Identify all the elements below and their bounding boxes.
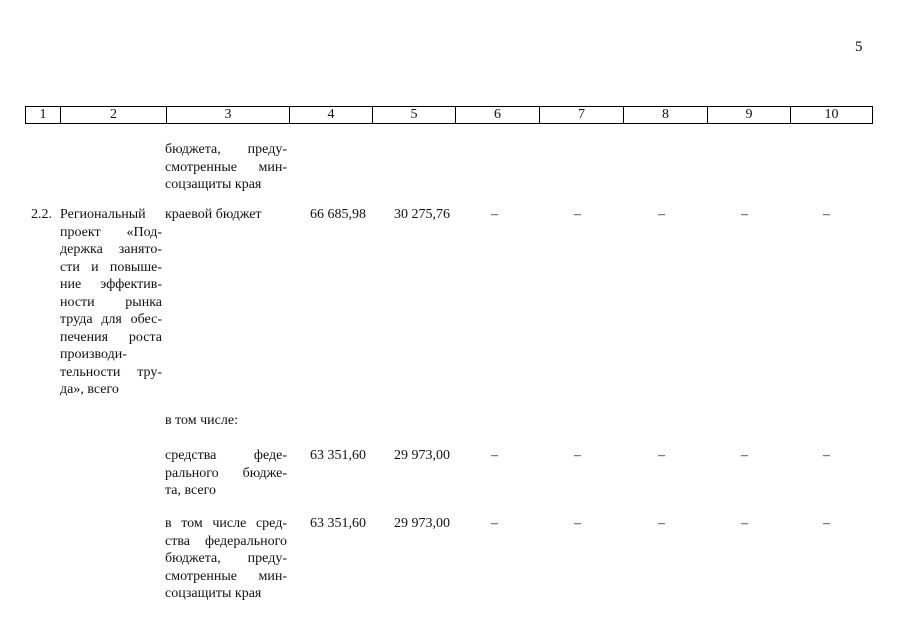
text-line: смотренные мин-	[165, 568, 287, 584]
header-col-9: 9	[708, 107, 791, 124]
header-col-1: 1	[26, 107, 61, 124]
dash-col-7: –	[574, 516, 581, 531]
text-line: ние эффектив-	[60, 277, 162, 292]
value-col-4: 63 351,60	[310, 448, 366, 463]
header-col-2: 2	[61, 107, 167, 124]
text-line: ства федерального	[165, 533, 287, 549]
value-col-4: 63 351,60	[310, 516, 366, 531]
funding-source: краевой бюджет	[165, 207, 262, 222]
text-line: тельности тру-	[60, 364, 162, 380]
text-line: соцзащиты края	[165, 177, 262, 192]
dash-col-6: –	[491, 448, 498, 463]
value-col-4: 66 685,98	[310, 207, 366, 222]
text-line: держка занято-	[60, 242, 162, 257]
page-number: 5	[855, 39, 863, 55]
value-col-5: 29 973,00	[394, 448, 450, 463]
text-line: сти и повыше-	[60, 259, 162, 275]
dash-col-7: –	[574, 207, 581, 222]
dash-col-6: –	[491, 207, 498, 222]
text-line: соцзащиты края	[165, 586, 262, 601]
header-col-10: 10	[791, 107, 873, 124]
column-number-header	[25, 106, 873, 124]
header-col-4: 4	[290, 107, 373, 124]
dash-col-10: –	[823, 448, 830, 463]
project-name	[60, 206, 162, 399]
text-line: Региональный	[60, 207, 146, 222]
text-line: средства феде-	[165, 448, 287, 463]
text-line: труда для обес-	[60, 312, 162, 327]
value-col-5: 30 275,76	[394, 207, 450, 222]
row-number: 2.2.	[31, 207, 52, 222]
row-continuation-description	[165, 141, 287, 194]
text-line: проект «Под-	[60, 224, 162, 240]
dash-col-8: –	[658, 516, 665, 531]
header-col-8: 8	[624, 107, 708, 124]
text-line: да», всего	[60, 382, 119, 397]
text-line: печения роста	[60, 329, 162, 345]
text-line: ности рынка	[60, 294, 162, 310]
dash-col-9: –	[741, 516, 748, 531]
text-line: производи-	[60, 347, 127, 362]
dash-col-9: –	[741, 207, 748, 222]
text-line: та, всего	[165, 483, 217, 498]
text-line: в том числе сред-	[165, 516, 287, 531]
header-col-7: 7	[540, 107, 624, 124]
header-col-5: 5	[373, 107, 456, 124]
funding-source	[165, 447, 287, 500]
dash-col-10: –	[823, 207, 830, 222]
text-line: рального бюдже-	[165, 465, 287, 481]
dash-col-7: –	[574, 448, 581, 463]
text-line: бюджета, преду-	[165, 551, 287, 566]
text-line: бюджета, преду-	[165, 142, 287, 157]
value-col-5: 29 973,00	[394, 516, 450, 531]
dash-col-8: –	[658, 448, 665, 463]
dash-col-8: –	[658, 207, 665, 222]
dash-col-6: –	[491, 516, 498, 531]
header-col-6: 6	[456, 107, 540, 124]
header-col-3: 3	[167, 107, 290, 124]
text-line: смотренные мин-	[165, 159, 287, 175]
dash-col-9: –	[741, 448, 748, 463]
dash-col-10: –	[823, 516, 830, 531]
subheading-including: в том числе:	[165, 413, 238, 428]
funding-source	[165, 515, 287, 603]
